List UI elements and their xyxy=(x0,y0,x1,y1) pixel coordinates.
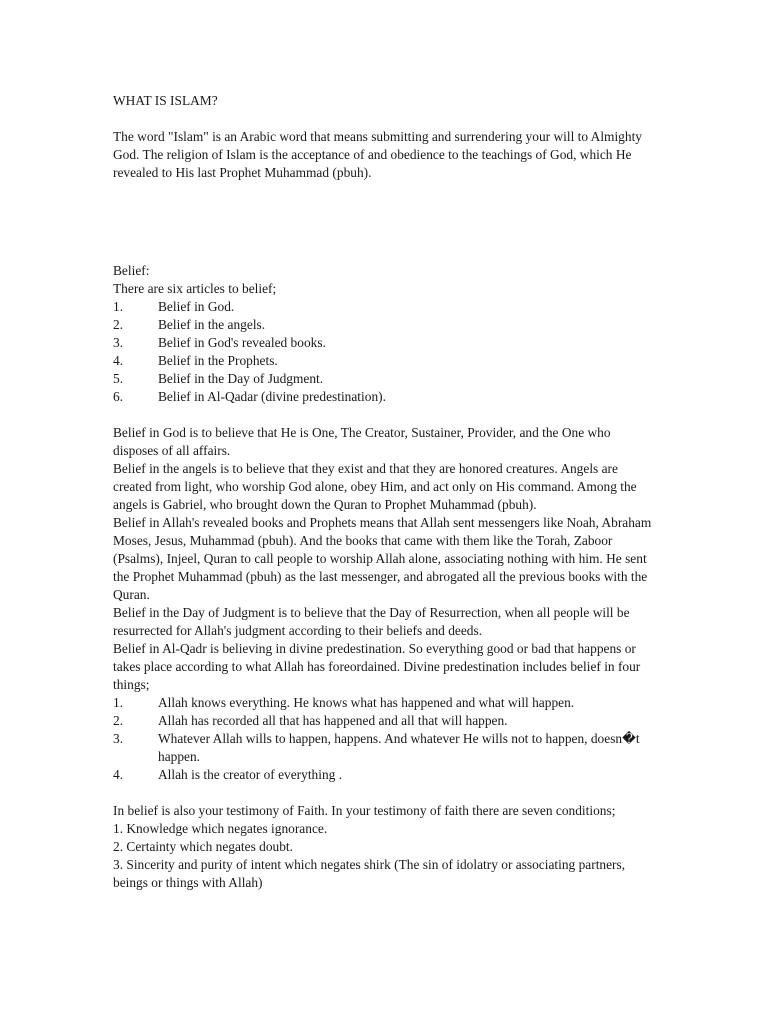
list-number: 5. xyxy=(113,371,124,386)
list-number: 4. xyxy=(113,353,124,368)
list-item xyxy=(113,694,653,712)
list-item xyxy=(113,316,653,334)
spacer xyxy=(113,784,653,802)
articles-list xyxy=(113,298,653,406)
list-text: Allah has recorded all that has happened and all that will happen. xyxy=(158,713,508,728)
list-number: 3. xyxy=(113,335,124,350)
condition-item: 1. Knowledge which negates ignorance. xyxy=(113,821,328,836)
list-number: 3. xyxy=(113,731,124,746)
body-paragraph: Belief in Al-Qadr is believing in divine predestination. So everything good or bad that happens or takes place according to what Allah has foreordained. Divine predestination includes belief in four things; xyxy=(113,641,641,692)
list-number: 1. xyxy=(113,299,124,314)
list-number: 4. xyxy=(113,767,124,782)
list-text: Belief in God. xyxy=(158,299,235,314)
condition-item: 2. Certainty which negates doubt. xyxy=(113,839,293,854)
list-item xyxy=(113,730,653,766)
list-item xyxy=(113,334,653,352)
list-item xyxy=(113,352,653,370)
belief-lead: There are six articles to belief; xyxy=(113,281,277,296)
document-title: WHAT IS ISLAM? xyxy=(113,93,218,108)
spacer xyxy=(113,406,653,424)
list-text: Belief in God's revealed books. xyxy=(158,335,326,350)
list-item xyxy=(113,712,653,730)
spacer xyxy=(113,182,653,262)
condition-item: 3. Sincerity and purity of intent which negates shirk (The sin of idolatry or associating partners, beings or things with Allah) xyxy=(113,857,626,890)
belief-heading: Belief: xyxy=(113,263,150,278)
list-text: Whatever Allah wills to happen, happens. And whatever He wills not to happen, doesn�t happen. xyxy=(158,731,640,764)
body-paragraph: Belief in the Day of Judgment is to believe that the Day of Resurrection, when all people will be resurrected for Allah's judgment according to their beliefs and deeds. xyxy=(113,605,630,638)
list-text: Belief in the angels. xyxy=(158,317,266,332)
spacer xyxy=(113,110,653,128)
body-paragraph: Belief in Allah's revealed books and Prophets means that Allah sent messengers like Noah, Abraham Moses, Jesus, Muhammad (pbuh). And the books that came with them like the Torah, Zaboor (Psalms), Injeel, Quran to call people to worship Allah alone, associating nothing with him. He sent the Prophet Muhammad (pbuh) as the last messenger, and abrogated all the previous books with the Quran. xyxy=(113,515,652,602)
list-item xyxy=(113,298,653,316)
list-item xyxy=(113,388,653,406)
list-text: Belief in Al-Qadar (divine predestination). xyxy=(158,389,386,404)
intro-paragraph: The word "Islam" is an Arabic word that means submitting and surrendering your will to Almighty God. The religion of Islam is the acceptance of and obedience to the teachings of God, which He revealed to His last Prophet Muhammad (pbuh). xyxy=(113,129,642,180)
list-item xyxy=(113,370,653,388)
document-page xyxy=(113,92,653,892)
list-item xyxy=(113,766,653,784)
list-text: Allah is the creator of everything . xyxy=(158,767,343,782)
list-number: 1. xyxy=(113,695,124,710)
list-number: 6. xyxy=(113,389,124,404)
list-number: 2. xyxy=(113,317,124,332)
list-number: 2. xyxy=(113,713,124,728)
list-text: Allah knows everything. He knows what has happened and what will happen. xyxy=(158,695,575,710)
list-text: Belief in the Prophets. xyxy=(158,353,278,368)
testimony-intro: In belief is also your testimony of Faith. In your testimony of faith there are seven conditions; xyxy=(113,803,616,818)
list-text: Belief in the Day of Judgment. xyxy=(158,371,324,386)
body-paragraph: Belief in God is to believe that He is One, The Creator, Sustainer, Provider, and the One who disposes of all affairs. xyxy=(113,425,611,458)
body-paragraph: Belief in the angels is to believe that they exist and that they are honored creatures. Angels are created from light, who worship God alone, obey Him, and act only on His command. Among the angels is Gabriel, who brought down the Quran to Prophet Muhammad (pbuh). xyxy=(113,461,637,512)
qadr-list xyxy=(113,694,653,784)
